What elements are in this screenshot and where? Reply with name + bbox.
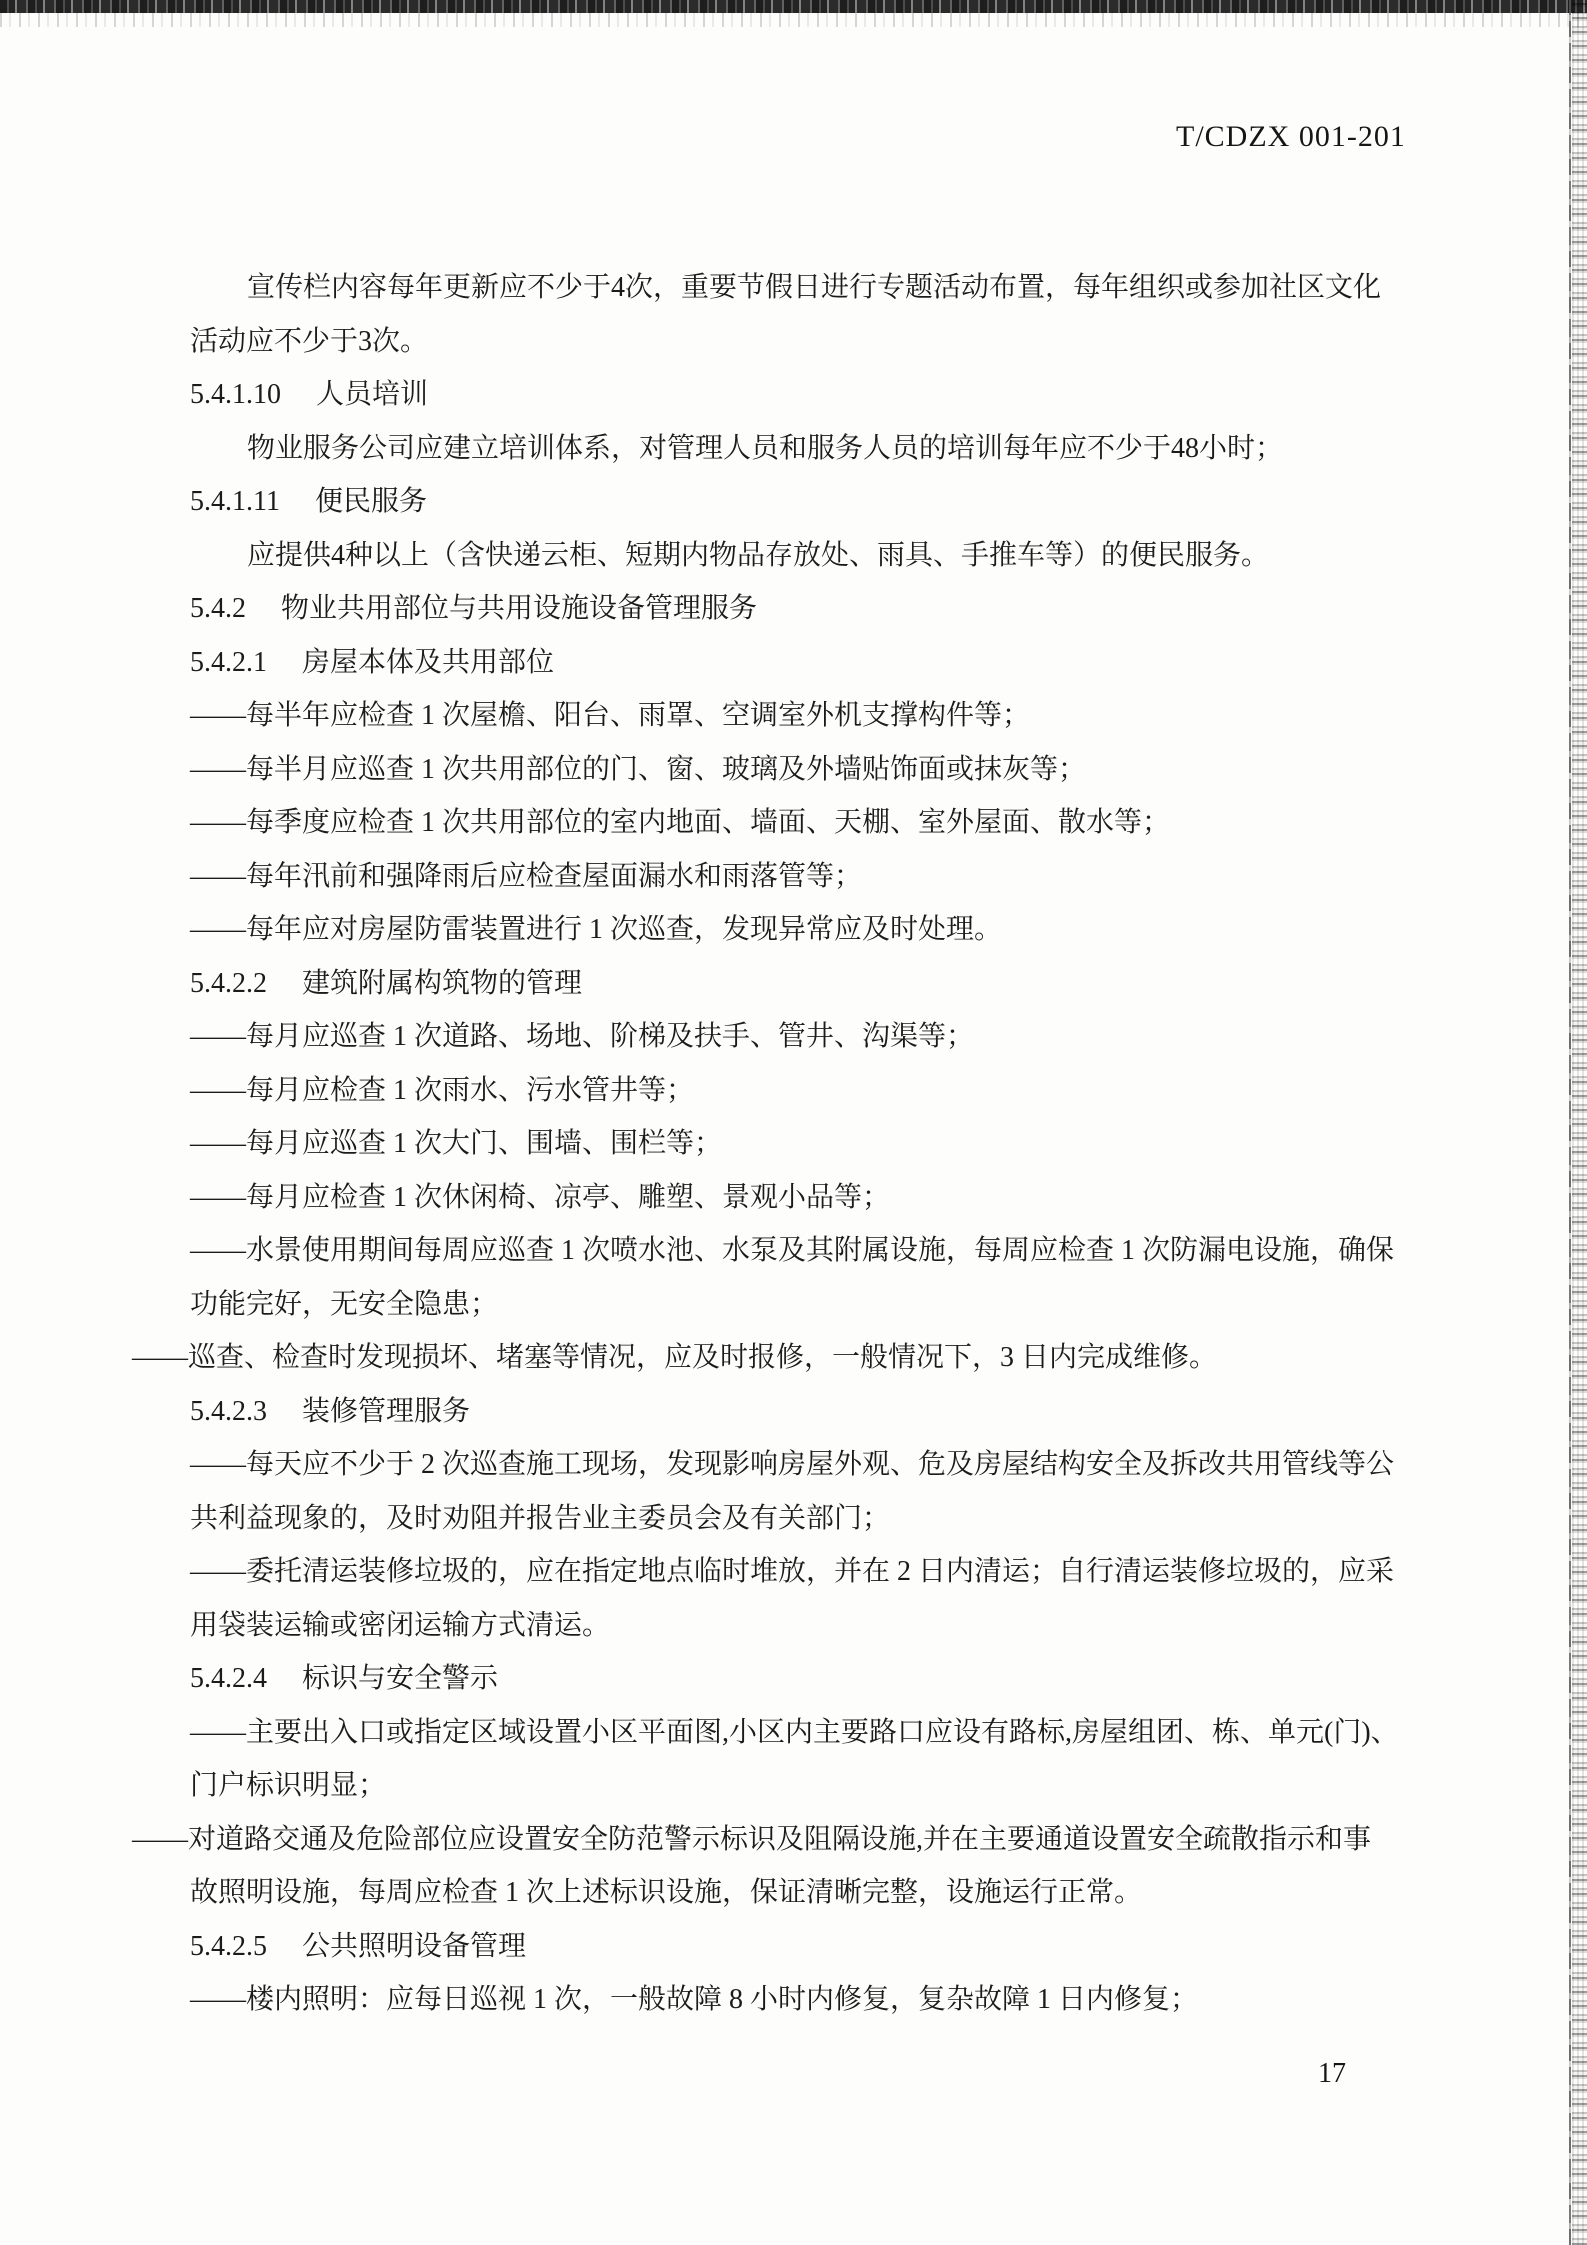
text-line: 用袋装运输或密闭运输方式清运。: [190, 1609, 611, 1641]
text-line: ——每天应不少于 2 次巡查施工现场，发现影响房屋外观、危及房屋结构安全及拆改共用管线等公: [190, 1449, 1395, 1480]
page-number: 17: [1318, 2058, 1346, 2089]
scan-noise-right-line: [1569, 0, 1571, 2245]
text-line: 5.4.2.5 公共照明设备管理: [190, 1930, 527, 1962]
text-line: ——水景使用期间每周应巡查 1 次喷水池、水泵及其附属设施，每周应检查 1 次防漏电设施，确保: [190, 1235, 1395, 1266]
text-line: 5.4.2 物业共用部位与共用设施设备管理服务: [190, 593, 758, 624]
scan-noise-top-speckle: [0, 13, 1587, 27]
text-line: ——委托清运装修垃圾的，应在指定地点临时堆放，并在 2 日内清运；自行清运装修垃圾的，应采: [190, 1556, 1395, 1587]
text-line: 应提供4种以上（含快递云柜、短期内物品存放处、雨具、手推车等）的便民服务。: [247, 539, 1270, 571]
text-line: 物业服务公司应建立培训体系，对管理人员和服务人员的培训每年应不少于48小时；: [247, 432, 1284, 464]
text-line: 5.4.1.10 人员培训: [190, 379, 429, 410]
text-line: ——每季度应检查 1 次共用部位的室内地面、墙面、天棚、室外屋面、散水等；: [190, 807, 1171, 838]
text-line: ——楼内照明：应每日巡视 1 次，一般故障 8 小时内修复，复杂故障 1 日内修复；: [190, 1984, 1199, 2015]
text-line: ——每月应巡查 1 次道路、场地、阶梯及扶手、管井、沟渠等；: [190, 1021, 975, 1052]
text-line: ——每半年应检查 1 次屋檐、阳台、雨罩、空调室外机支撑构件等；: [190, 700, 1031, 731]
standard-code-header: T/CDZX 001-201: [1176, 120, 1406, 153]
text-line: 功能完好，无安全隐患；: [190, 1288, 499, 1320]
text-line: 5.4.1.11 便民服务: [190, 486, 427, 517]
text-line: 共利益现象的，及时劝阻并报告业主委员会及有关部门；: [190, 1502, 891, 1534]
scan-noise-right-band: [1572, 0, 1587, 2245]
text-line: ——巡查、检查时发现损坏、堵塞等情况，应及时报修，一般情况下，3 日内完成维修。: [132, 1342, 1218, 1373]
text-line: ——主要出入口或指定区域设置小区平面图,小区内主要路口应设有路标,房屋组团、栋、单元(门)、: [190, 1716, 1399, 1748]
text-line: ——每年应对房屋防雷装置进行 1 次巡查，发现异常应及时处理。: [190, 914, 1003, 945]
text-line: ——每半月应巡查 1 次共用部位的门、窗、玻璃及外墙贴饰面或抹灰等；: [190, 753, 1087, 785]
text-line: 5.4.2.3 装修管理服务: [190, 1395, 471, 1427]
text-line: 门户标识明显；: [190, 1770, 387, 1801]
text-line: 宣传栏内容每年更新应不少于4次，重要节假日进行专题活动布置，每年组织或参加社区文化: [247, 272, 1382, 303]
text-line: 活动应不少于3次。: [190, 325, 429, 357]
document-body: [0, 261, 1520, 2027]
text-line: 5.4.2.4 标识与安全警示: [190, 1663, 499, 1694]
text-line: ——对道路交通及危险部位应设置安全防范警示标识及阻隔设施,并在主要通道设置安全疏散指示和事: [132, 1823, 1372, 1855]
text-line: ——每月应巡查 1 次大门、围墙、围栏等；: [190, 1128, 723, 1159]
text-line: ——每年汛前和强降雨后应检查屋面漏水和雨落管等；: [190, 860, 863, 892]
text-line: 故照明设施，每周应检查 1 次上述标识设施，保证清晰完整，设施运行正常。: [190, 1877, 1143, 1908]
text-line: ——每月应检查 1 次雨水、污水管井等；: [190, 1074, 695, 1106]
text-line: ——每月应检查 1 次休闲椅、凉亭、雕塑、景观小品等；: [190, 1181, 891, 1213]
text-line: 5.4.2.2 建筑附属构筑物的管理: [190, 967, 583, 999]
text-line: 5.4.2.1 房屋本体及共用部位: [190, 646, 555, 678]
scan-noise-top-band: [0, 0, 1587, 13]
